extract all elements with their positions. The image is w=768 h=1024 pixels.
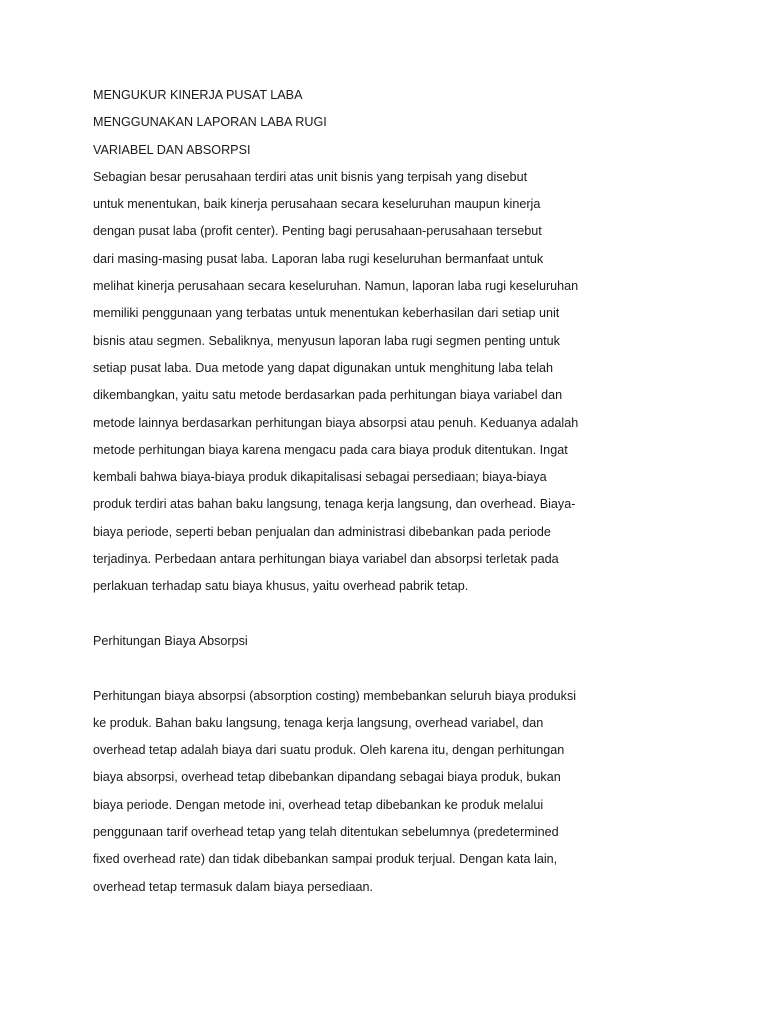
paragraph-line: memiliki penggunaan yang terbatas untuk menentukan keberhasilan dari setiap unit <box>93 306 560 321</box>
paragraph-spacer <box>93 605 693 632</box>
section-heading: Perhitungan Biaya Absorpsi <box>93 633 248 648</box>
paragraph-line: biaya periode, seperti beban penjualan dan administrasi dibebankan pada periode <box>93 524 551 539</box>
paragraph-line: biaya absorpsi, overhead tetap dibebankan dipandang sebagai biaya produk, bukan <box>93 770 561 785</box>
paragraph-line: perlakuan terhadap satu biaya khusus, yaitu overhead pabrik tetap. <box>93 579 469 594</box>
paragraph-line: penggunaan tarif overhead tetap yang telah ditentukan sebelumnya (predetermined <box>93 825 559 840</box>
paragraph-line: metode lainnya berdasarkan perhitungan biaya absorpsi atau penuh. Keduanya adalah <box>93 415 579 430</box>
paragraph-line: Perhitungan biaya absorpsi (absorption costing) membebankan seluruh biaya produksi <box>93 688 577 703</box>
section-paragraph <box>93 687 693 905</box>
paragraph-line: setiap pusat laba. Dua metode yang dapat digunakan untuk menghitung laba telah <box>93 360 554 375</box>
paragraph-line: metode perhitungan biaya karena mengacu pada cara biaya produk ditentukan. Ingat <box>93 442 568 457</box>
paragraph-line: overhead tetap termasuk dalam biaya persediaan. <box>93 879 374 894</box>
document-title <box>93 86 693 168</box>
paragraph-line: fixed overhead rate) dan tidak dibebankan sampai produk terjual. Dengan kata lain, <box>93 852 558 867</box>
paragraph-line: terjadinya. Perbedaan antara perhitungan biaya variabel dan absorpsi terletak pada <box>93 552 559 567</box>
paragraph-line: untuk menentukan, baik kinerja perusahaan secara keseluruhan maupun kinerja <box>93 197 541 212</box>
title-line-2: MENGGUNAKAN LAPORAN LABA RUGI <box>93 115 327 130</box>
paragraph-line: melihat kinerja perusahaan secara keseluruhan. Namun, laporan laba rugi keseluruhan <box>93 279 579 294</box>
paragraph-line: ke produk. Bahan baku langsung, tenaga kerja langsung, overhead variabel, dan <box>93 715 544 730</box>
paragraph-line: biaya periode. Dengan metode ini, overhead tetap dibebankan ke produk melalui <box>93 797 544 812</box>
paragraph-line: overhead tetap adalah biaya dari suatu produk. Oleh karena itu, dengan perhitungan <box>93 743 565 758</box>
intro-paragraph <box>93 168 693 605</box>
paragraph-line: kembali bahwa biaya-biaya produk dikapitalisasi sebagai persediaan; biaya-biaya <box>93 470 547 485</box>
paragraph-line: bisnis atau segmen. Sebaliknya, menyusun laporan laba rugi segmen penting untuk <box>93 333 560 348</box>
title-line-1: MENGUKUR KINERJA PUSAT LABA <box>93 88 303 102</box>
paragraph-line: Sebagian besar perusahaan terdiri atas unit bisnis yang terpisah yang disebut <box>93 169 528 184</box>
title-line-3: VARIABEL DAN ABSORPSI <box>93 142 251 157</box>
paragraph-line: produk terdiri atas bahan baku langsung, tenaga kerja langsung, dan overhead. Biaya- <box>93 497 576 512</box>
paragraph-line: dari masing-masing pusat laba. Laporan laba rugi keseluruhan bermanfaat untuk <box>93 251 544 266</box>
paragraph-line: dikembangkan, yaitu satu metode berdasarkan pada perhitungan biaya variabel dan <box>93 388 563 403</box>
paragraph-spacer <box>93 659 693 686</box>
document-body <box>93 86 693 905</box>
paragraph-line: dengan pusat laba (profit center). Penting bagi perusahaan-perusahaan tersebut <box>93 224 542 239</box>
